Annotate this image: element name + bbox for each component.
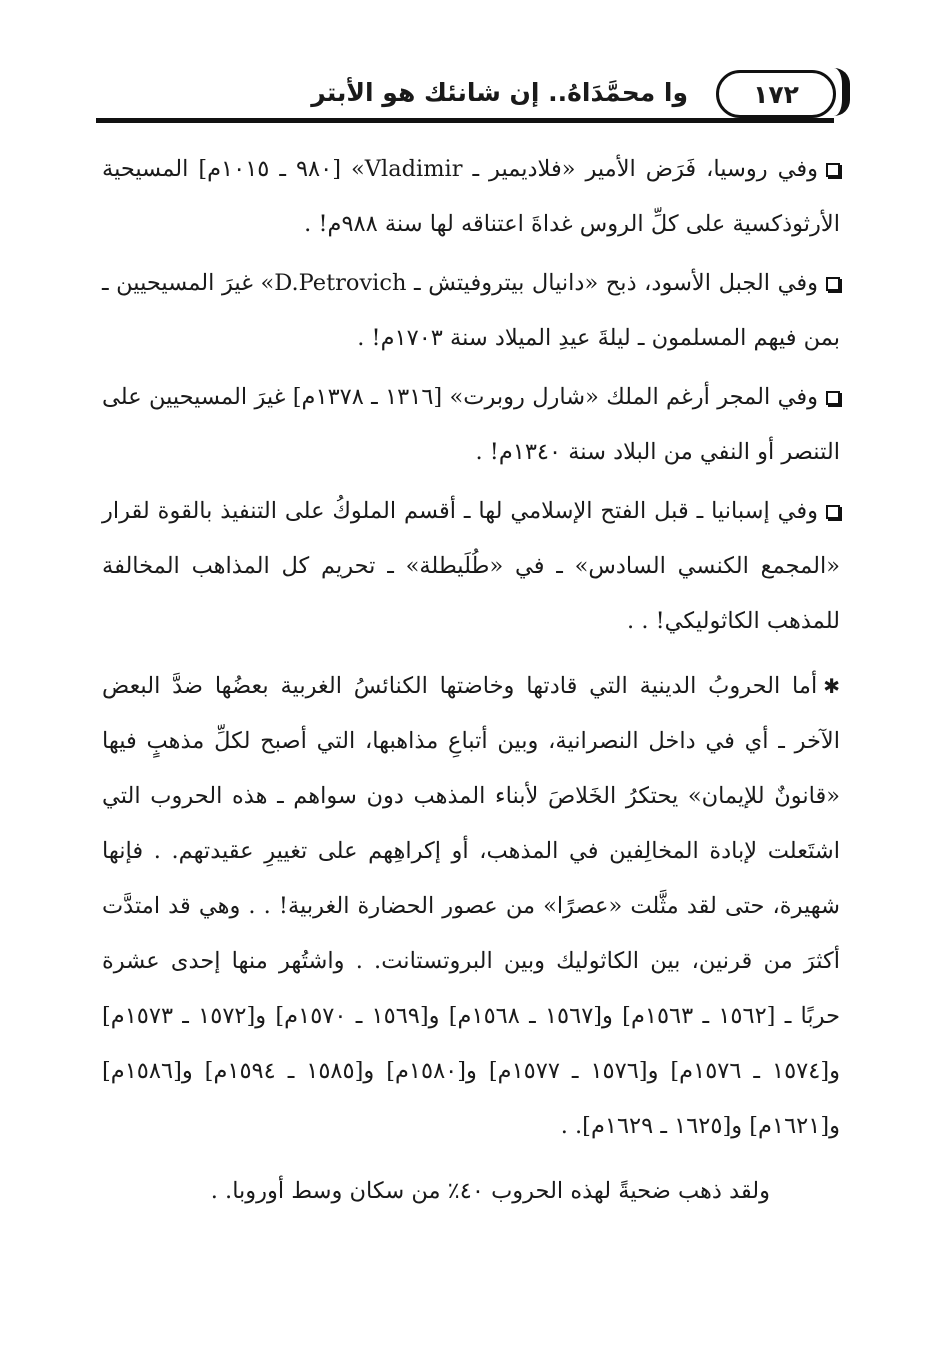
paragraph-victims [102,1164,840,1219]
page-number-badge [716,70,836,118]
paragraph-text: وفي المجر أرغم الملك «شارل روبرت» [١٣١٦ ـ ١٣٧٨م] غيرَ المسيحيين على التنصر أو النفي من البلاد سنة ١٣٤٠م! . [102,384,840,465]
page-header [96,62,848,126]
paragraph-religious-wars [102,659,840,1154]
square-bullet-icon [826,391,840,405]
paragraph-text: وفي الجبل الأسود، ذبح «دانيال بيتروفيتش ـ D.Petrovich» غيرَ المسيحيين ـ بمن فيهم المسلمون ـ ليلةَ عيدِ الميلاد سنة ١٧٠٣م! . [102,270,840,351]
paragraph-hungary [102,370,840,480]
paragraph-spain [102,484,840,649]
running-title: وا محمَّدَاهُ.. إن شانئك هو الأبتر [311,78,688,107]
square-bullet-icon [826,505,840,519]
body-text [102,142,840,1223]
paragraph-russia [102,142,840,252]
paragraph-text: وفي إسبانيا ـ قبل الفتح الإسلامي لها ـ أقسم الملوكُ على التنفيذ بالقوة لقرار «المجمع الكنسي السادس» ـ في «طُلَيطلة» ـ تحريم كل المذاهب المخالفة للمذهب الكاثوليكي! . . [102,498,840,634]
page-number-badge-shadow [834,68,850,116]
paragraph-text: أما الحروبُ الدينية التي قادتها وخاضتها الكنائسُ الغربية بعضُها ضدَّ البعض الآخر ـ أي في داخل النصرانية، وبين أتباعِ مذاهبها، التي أصبح لكلِّ مذهبٍ فيها «قانونٌ للإيمان» يحتكرُ الخَلاصَ لأبناء المذهب دون سواهم ـ هذه الحروب التي اشتَعلت لإبادة المخالِفين في المذهب، أو إكراهِهم على تغييرِ عقيدتهم. . فإنها شهيرة، حتى لقد مثَّلت «عصرًا» من عصور الحضارة الغربية! . . وهي قد امتدَّت أكثرَ من قرنين، بين الكاثوليك وبين البروتستانت. . واشتُهر منها إحدى عشرة حربًا ـ [١٥٦٢ ـ ١٥٦٣م] و[١٥٦٧ ـ ١٥٦٨م] و[١٥٦٩ ـ ١٥٧٠م] و[١٥٧٢ ـ ١٥٧٣م] و[١٥٧٤ ـ ١٥٧٦م] و[١٥٧٦ ـ ١٥٧٧م] و[١٥٨٠م] و[١٥٨٥ ـ ١٥٩٤م] و[١٥٨٦م] و[١٦٢١م] و[١٦٢٥ ـ ١٦٢٩م]. . [102,673,840,1139]
asterisk-bullet-icon: ✱ [823,674,840,698]
paragraph-text: وفي روسيا، فَرَض الأمير «فلاديمير ـ Vladimir» [٩٨٠ ـ ١٠١٥م] المسيحية الأرثوذكسية على كلِّ الروس غداةَ اعتناقه لها سنة ٩٨٨م! . [102,156,840,237]
square-bullet-icon [826,277,840,291]
header-rule [96,118,834,123]
paragraph-montenegro [102,256,840,366]
paragraph-text: ولقد ذهب ضحيةً لهذه الحروب ٤٠٪ من سكان وسط أوروبا. . [210,1178,770,1204]
square-bullet-icon [826,163,840,177]
page-number: ١٧٢ [753,79,799,109]
